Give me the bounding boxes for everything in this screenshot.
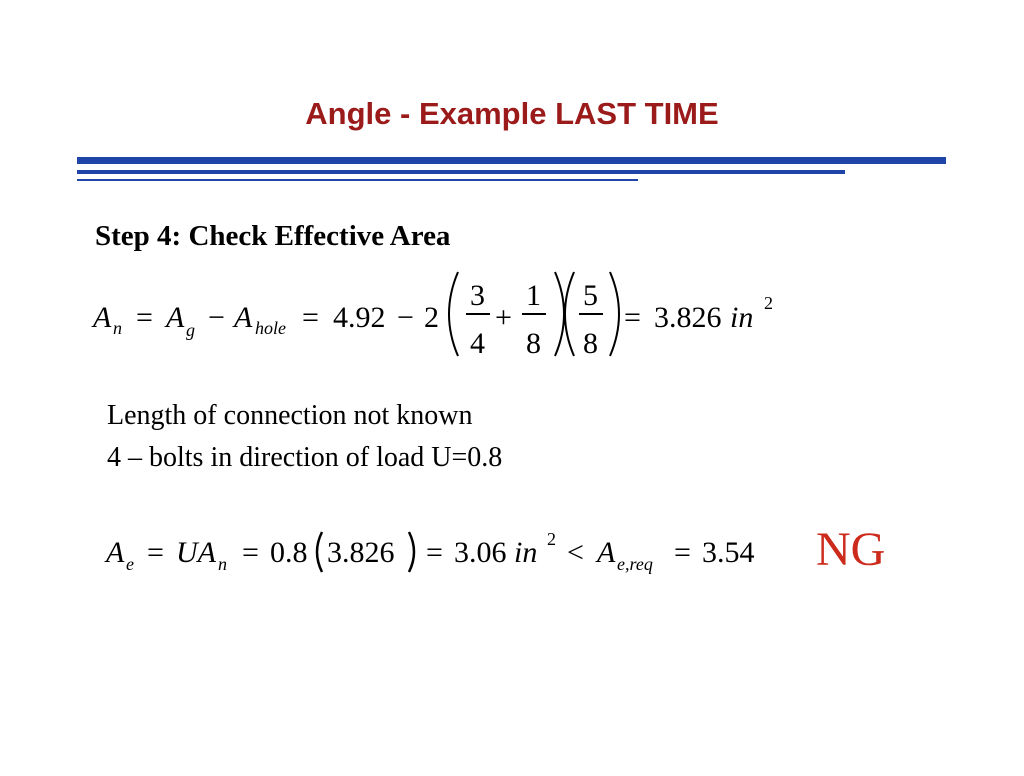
ahole-symbol: A <box>234 301 253 334</box>
fraction-denominator: 8 <box>526 327 541 360</box>
minus-sign: − <box>397 301 414 334</box>
ae-subscript: e <box>126 554 134 574</box>
equals-sign: = <box>136 301 153 334</box>
ag-subscript: g <box>186 320 195 340</box>
reduction-factor-value: 0.8 <box>270 536 308 569</box>
aereq-subscript: e,req <box>617 554 653 574</box>
net-area-value: 3.826 <box>327 536 395 569</box>
verdict-ng: NG <box>816 523 886 576</box>
fraction-denominator: 8 <box>583 327 598 360</box>
equals-sign: = <box>426 536 443 569</box>
equals-sign: = <box>624 301 641 334</box>
fraction-numerator: 5 <box>583 279 598 312</box>
hole-count-value: 2 <box>424 301 439 334</box>
equals-sign: = <box>147 536 164 569</box>
paren-open <box>317 532 322 572</box>
plus-sign: + <box>495 301 512 334</box>
aereq-symbol: A <box>597 536 616 569</box>
note-line-2: 4 – bolts in direction of load U=0.8 <box>107 442 503 473</box>
unit-in: in <box>730 301 754 334</box>
minus-sign: − <box>208 301 225 334</box>
ahole-subscript: hole <box>255 318 286 338</box>
gross-area-value: 4.92 <box>333 301 386 334</box>
an-symbol: A <box>93 301 112 334</box>
ag-symbol: A <box>166 301 185 334</box>
uan-symbol: UA <box>176 536 216 569</box>
effective-area-result: 3.06 <box>454 536 507 569</box>
less-than-sign: < <box>567 536 584 569</box>
ae-symbol: A <box>106 536 125 569</box>
fraction-denominator: 4 <box>470 327 485 360</box>
note-line-1: Length of connection not known <box>107 400 473 431</box>
equals-sign: = <box>242 536 259 569</box>
net-area-result: 3.826 <box>654 301 722 334</box>
step-heading: Step 4: Check Effective Area <box>95 220 451 252</box>
unit-exponent: 2 <box>764 293 773 313</box>
required-area-value: 3.54 <box>702 536 755 569</box>
unit-exponent: 2 <box>547 529 556 549</box>
unit-in: in <box>514 536 538 569</box>
slide-title: Angle - Example LAST TIME <box>305 96 719 131</box>
fraction-numerator: 3 <box>470 279 485 312</box>
an-subscript: n <box>113 318 122 338</box>
uan-subscript: n <box>218 554 227 574</box>
paren-close <box>409 532 414 572</box>
equals-sign: = <box>674 536 691 569</box>
equals-sign: = <box>302 301 319 334</box>
fraction-numerator: 1 <box>526 279 541 312</box>
